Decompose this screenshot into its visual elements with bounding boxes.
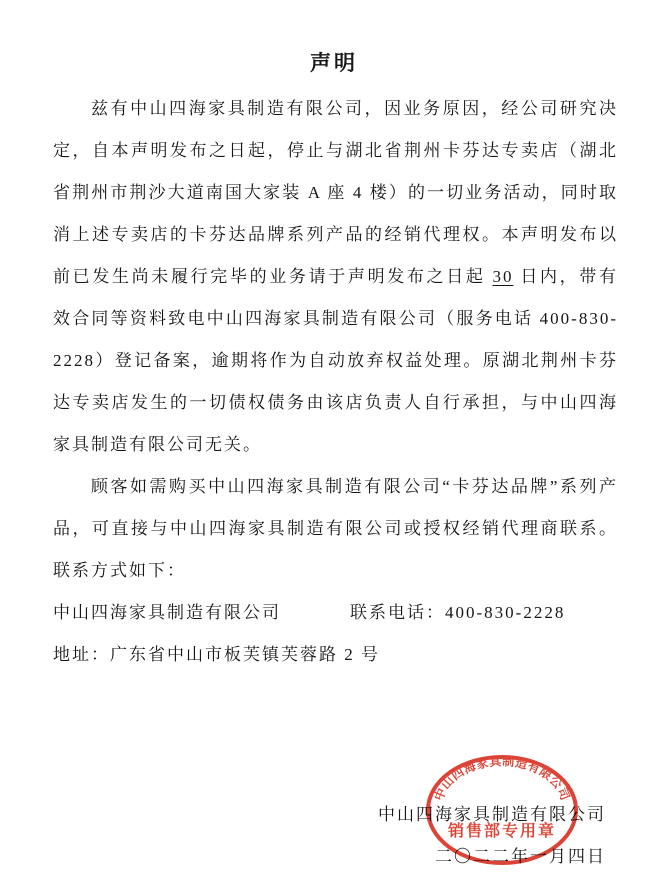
- document-body: [0, 88, 668, 676]
- paragraph-purchase-info: [53, 466, 618, 592]
- paragraph-segment: 日内，带有效合同等资料致电中山四海家具制造有限公司（服务电话 400-830-2228）登记备案，逾期将作为自动放弃权益处理。原湖北荆州卡芬达专卖店发生的一切债权债务由该店负责人自行承担，与中山四海家具制造有限公司无关。: [53, 267, 619, 454]
- paragraph-segment: 30: [492, 267, 514, 286]
- company-seal: [420, 750, 584, 872]
- document-title: 声明: [310, 51, 358, 75]
- seal-arc-text: 中山四海家具制造有限公司: [431, 754, 573, 803]
- contact-phone: 联系电话：400-830-2228: [350, 603, 566, 622]
- signature-date: 二〇二二年一月四日: [435, 847, 606, 866]
- paragraph-segment: 兹有中山四海家具制造有限公司，因业务原因，经公司研究决定，自本声明发布之日起，停止与湖北省荆州卡芬达专卖店（湖北省荆州市荆沙大道南国大家装 A 座 4 楼）的一切业务活动，同时取消上述专卖店的卡芬达品牌系列产品的经销代理权。本声明发布以前已发生尚未履行完毕的业务请于声明发布之日起: [53, 99, 618, 286]
- paragraph-termination-notice: [53, 88, 618, 466]
- paragraph-segment: 顾客如需购买中山四海家具制造有限公司“卡芬达品牌”系列产品，可直接与中山四海家具制造有限公司或授权经销代理商联系。联系方式如下：: [53, 477, 618, 580]
- contact-line: [53, 592, 618, 634]
- seal-center-text: 销售部专用章: [447, 823, 557, 840]
- contact-address: 地址：广东省中山市板芙镇芙蓉路 2 号: [53, 645, 380, 664]
- signature-company-name: 中山四海家具制造有限公司: [378, 805, 606, 824]
- contact-company-name: 中山四海家具制造有限公司: [53, 603, 281, 622]
